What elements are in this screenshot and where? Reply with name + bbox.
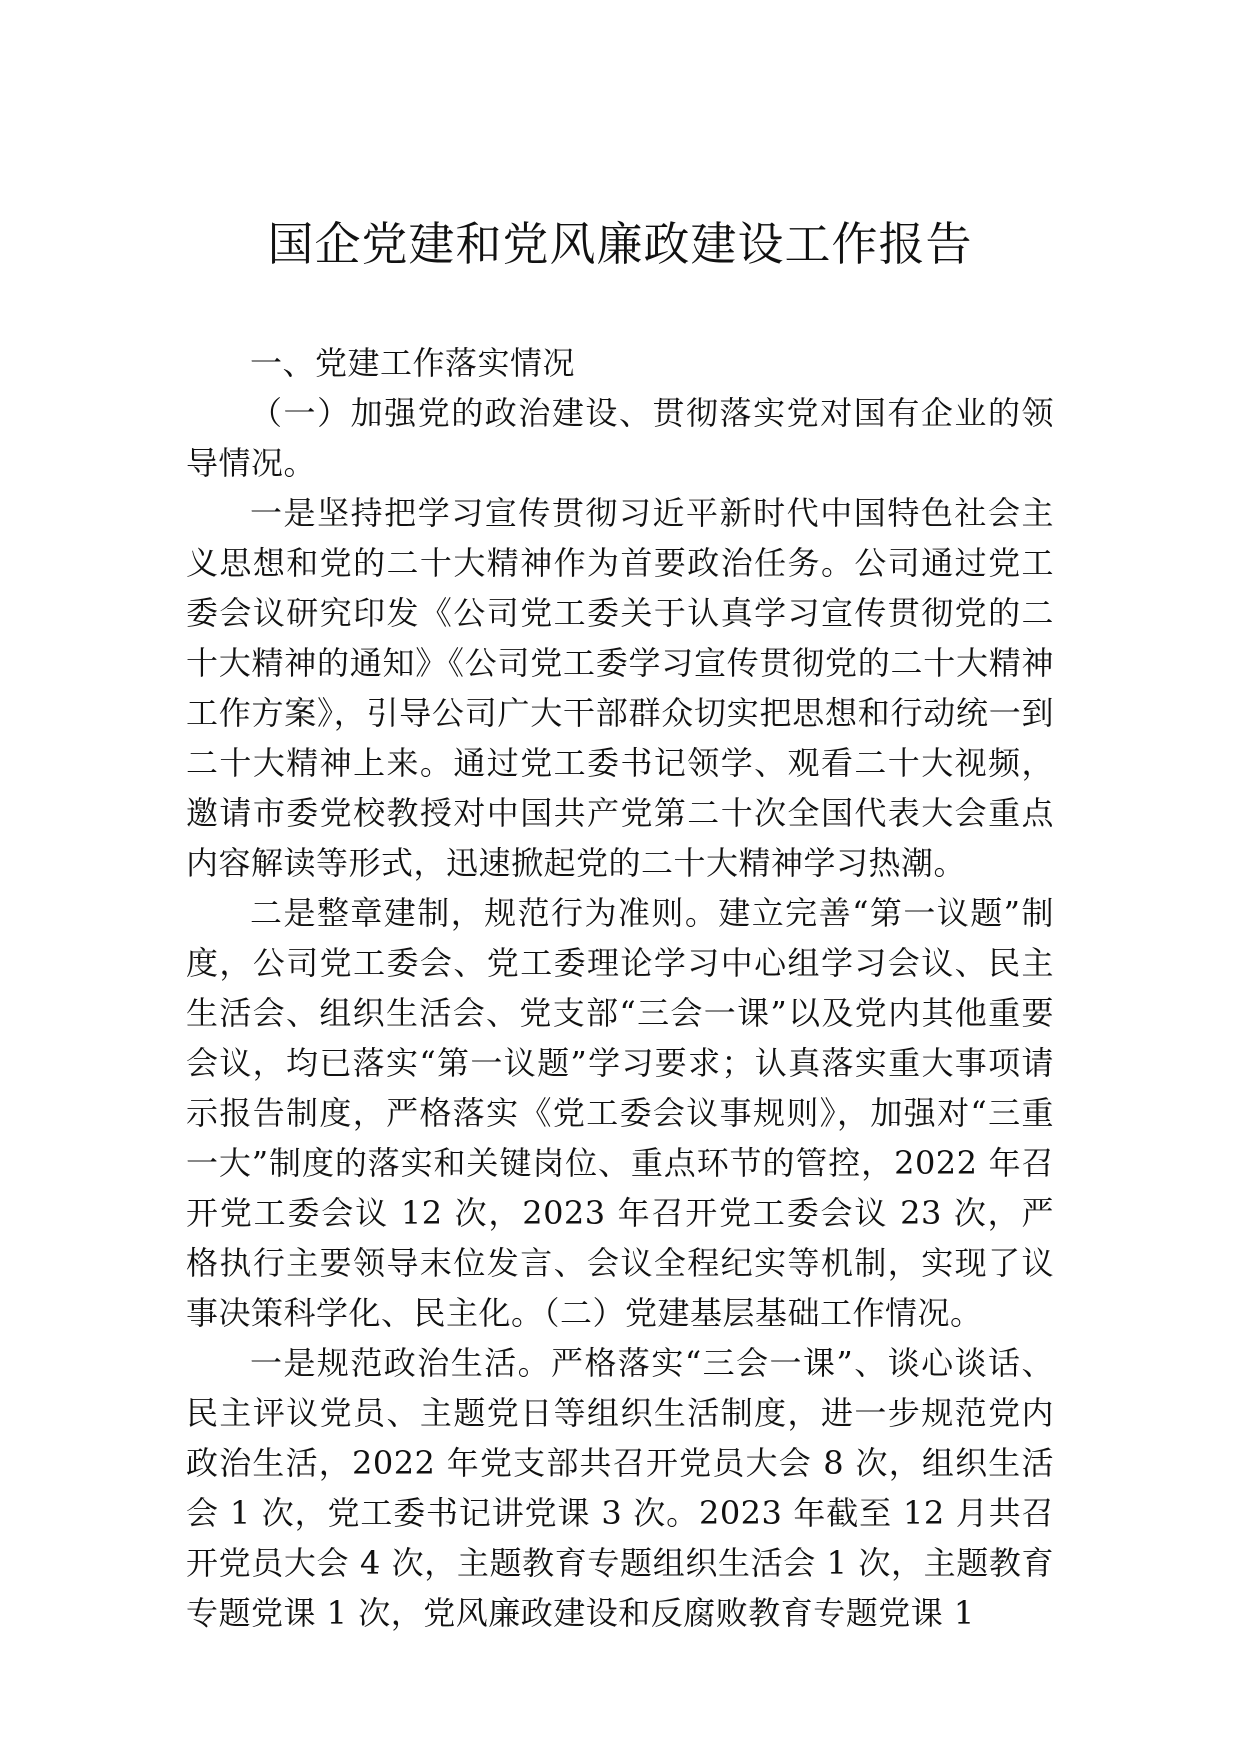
document-title: 国企党建和党风廉政建设工作报告 <box>267 217 973 271</box>
body-paragraph: 一是坚持把学习宣传贯彻习近平新时代中国特色社会主义思想和党的二十大精神作为首要政治任务。公司通过党工委会议研究印发《公司党工委关于认真学习宣传贯彻党的二十大精神的通知》《公司党工委学习宣传贯彻党的二十大精神工作方案》，引导公司广大干部群众切实把思想和行动统一到二十大精神上来。通过党工委书记领学、观看二十大视频，邀请市委党校教授对中国共产党第二十次全国代表大会重点内容解读等形式，迅速掀起党的二十大精神学习热潮。 <box>186 494 1054 882</box>
document-body <box>186 338 1054 1638</box>
subsection-heading: （一）加强党的政治建设、贯彻落实党对国有企业的领导情况。 <box>186 394 1054 482</box>
body-paragraph: 一是规范政治生活。严格落实“三会一课”、谈心谈话、民主评议党员、主题党日等组织生活制度，进一步规范党内政治生活，2022 年党支部共召开党员大会 8 次，组织生活会 1 次，党工委书记讲党课 3 次。2023 年截至 12 月共召开党员大会 4 次，主题教育专题组织生活会 1 次，主题教育专题党课 1 次，党风廉政建设和反腐败教育专题党课 1 <box>186 1344 1054 1632</box>
body-paragraph: 二是整章建制，规范行为准则。建立完善“第一议题”制度，公司党工委会、党工委理论学习中心组学习会议、民主生活会、组织生活会、党支部“三会一课”以及党内其他重要会议，均已落实“第一议题”学习要求；认真落实重大事项请示报告制度，严格落实《党工委会议事规则》，加强对“三重一大”制度的落实和关键岗位、重点环节的管控，2022 年召开党工委会议 12 次，2023 年召开党工委会议 23 次，严格执行主要领导末位发言、会议全程纪实等机制，实现了议事决策科学化、民主化。（二）党建基层基础工作情况。 <box>186 894 1054 1332</box>
section-heading: 一、党建工作落实情况 <box>250 344 576 382</box>
